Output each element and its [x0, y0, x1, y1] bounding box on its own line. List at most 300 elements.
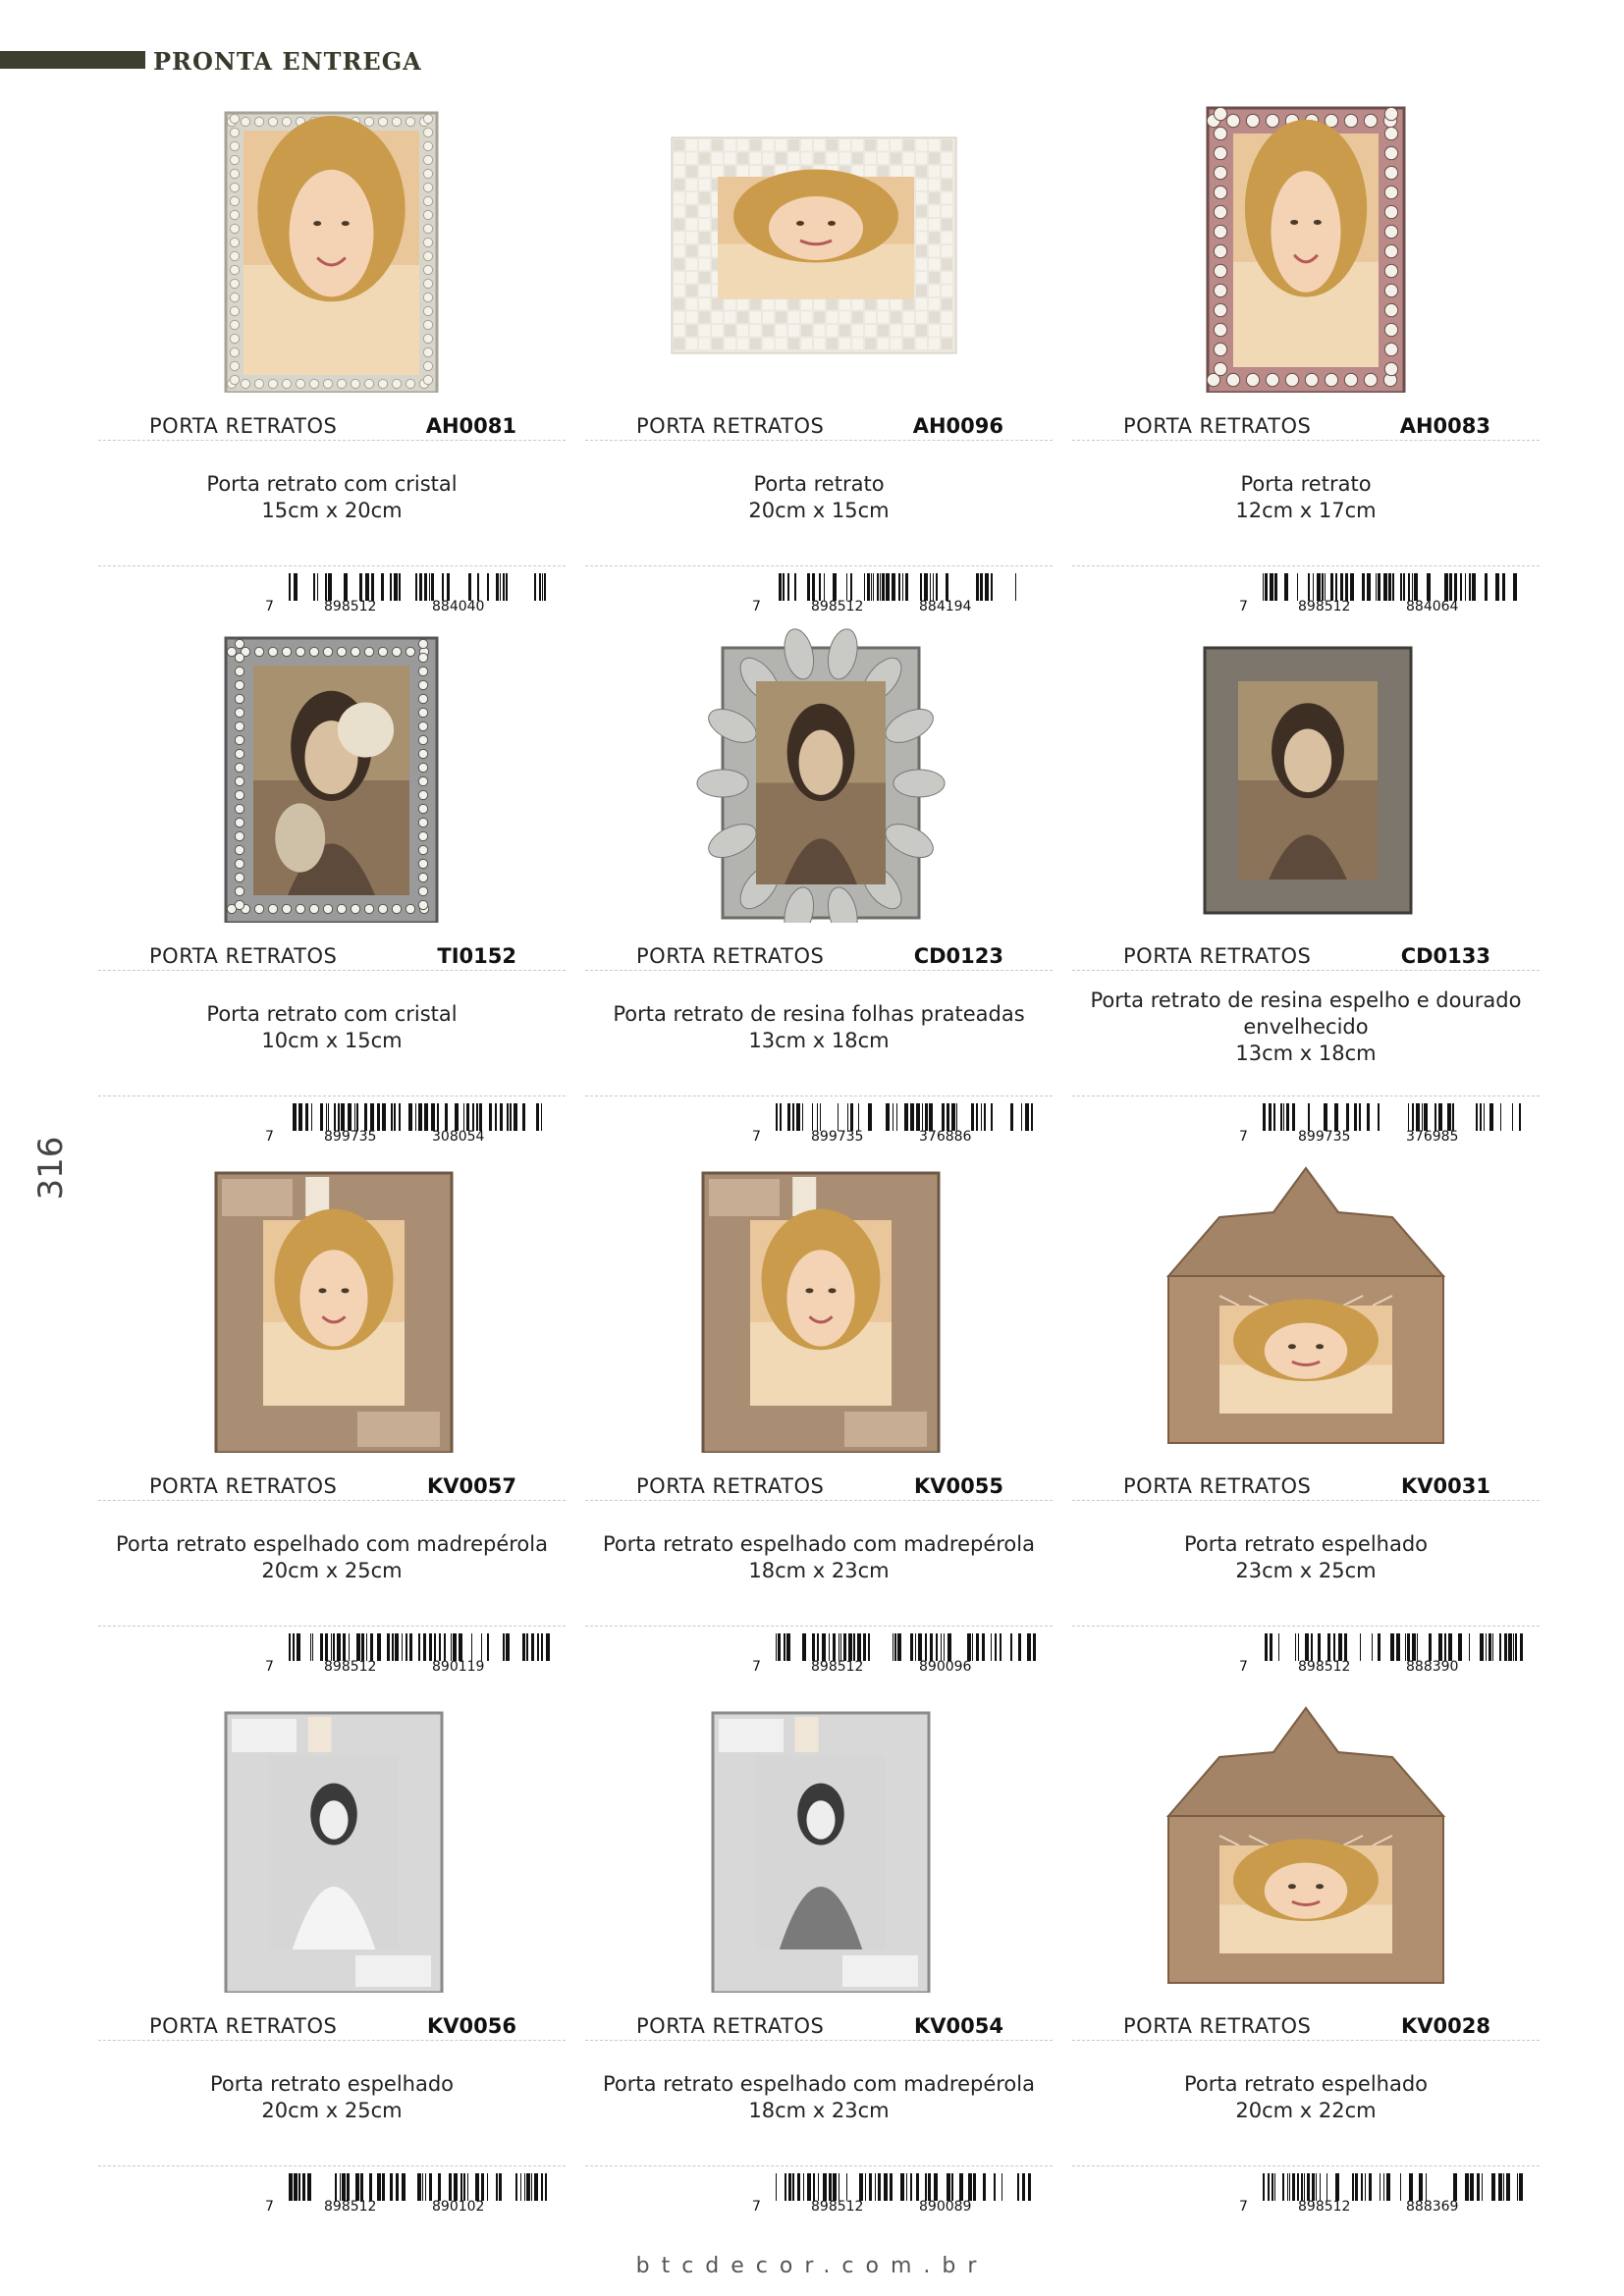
- barcode-bar: [391, 1103, 393, 1131]
- barcode-bar: [858, 1103, 859, 1131]
- barcode-bar: [785, 2173, 786, 2201]
- barcode-bar: [370, 1633, 373, 1661]
- product-description: [1072, 1531, 1540, 1584]
- barcode-bar: [544, 573, 546, 601]
- barcode-left-digits: 898512: [324, 1659, 377, 1675]
- photo: [756, 1756, 886, 1949]
- barcode-bar: [776, 1633, 777, 1661]
- barcode-bar: [1480, 1633, 1484, 1661]
- barcode-bar: [906, 2173, 907, 2201]
- barcode-bar: [1447, 1103, 1451, 1131]
- barcode-bar: [1367, 1103, 1370, 1131]
- barcode-bar: [1470, 2173, 1474, 2201]
- description-line: Porta retrato espelhado com madrepérola: [603, 1532, 1035, 1556]
- barcode-bar: [897, 1633, 901, 1661]
- barcode-bar: [365, 573, 369, 601]
- barcode-bar: [1305, 1633, 1309, 1661]
- barcode-bar: [1263, 2173, 1265, 2201]
- barcode-bar: [471, 1633, 472, 1661]
- barcode-bar: [1015, 573, 1016, 601]
- barcode-prefix: 7: [265, 2199, 274, 2215]
- product-name-row: [1072, 1470, 1540, 1501]
- barcode-bar: [925, 1103, 928, 1131]
- barcode-bars: [287, 573, 552, 601]
- product-name-row: [585, 940, 1053, 971]
- barcode-bar: [1400, 573, 1402, 601]
- barcode-bar: [807, 2173, 811, 2201]
- barcode-bar: [1504, 1633, 1507, 1661]
- barcode-bar: [864, 573, 865, 601]
- barcode-bar: [481, 2173, 484, 2201]
- barcode-bar: [442, 573, 444, 601]
- barcode-bar: [302, 2173, 305, 2201]
- barcode-bar: [1027, 1633, 1031, 1661]
- barcode-bar: [933, 573, 934, 601]
- barcode-bar: [541, 1103, 542, 1131]
- barcode-bar: [946, 573, 948, 601]
- product-description: [585, 1531, 1053, 1584]
- barcode-bar: [1454, 573, 1457, 601]
- barcode-bar: [878, 2173, 881, 2201]
- photo: [1233, 120, 1379, 367]
- divider: [1072, 565, 1540, 566]
- barcode-bar: [333, 1633, 335, 1661]
- barcode-bar: [783, 573, 785, 601]
- barcode-bar: [896, 1103, 897, 1131]
- barcode-bar: [399, 1103, 401, 1131]
- barcode-bar: [431, 1103, 435, 1131]
- product-code: AH0096: [912, 414, 1003, 438]
- barcode-bar: [1482, 2173, 1483, 2201]
- barcode-bar: [1515, 1633, 1517, 1661]
- barcode-bar: [406, 1633, 407, 1661]
- barcode-bars: [287, 1633, 552, 1661]
- description-line: Porta retrato espelhado com madrepérola: [603, 2072, 1035, 2096]
- barcode-bar: [1489, 1633, 1491, 1661]
- barcode-bar: [348, 1103, 352, 1131]
- barcode-left-digits: 898512: [811, 599, 864, 614]
- barcode-bars: [1261, 1103, 1526, 1131]
- barcode-bar: [342, 2173, 346, 2201]
- barcode-bar: [824, 573, 825, 601]
- barcode-bar: [1355, 2173, 1358, 2201]
- header-bar: [0, 51, 145, 69]
- barcode-bar: [1403, 573, 1405, 601]
- barcode-bar: [468, 573, 471, 601]
- barcode-bar: [784, 1633, 785, 1661]
- barcode-bar: [1287, 2173, 1288, 2201]
- barcode-bar: [788, 2173, 791, 2201]
- barcode-bar: [1438, 1103, 1442, 1131]
- product-description: [98, 1531, 566, 1584]
- description-line: 18cm x 23cm: [748, 2099, 890, 2122]
- barcode-prefix: 7: [752, 1129, 761, 1145]
- barcode-bar: [838, 1103, 839, 1131]
- barcode-left-digits: 898512: [811, 1659, 864, 1675]
- barcode-bar: [1429, 1633, 1432, 1661]
- product-category: PORTA RETRATOS: [149, 414, 338, 438]
- barcode-bar: [902, 573, 903, 601]
- barcode-bar: [1292, 2173, 1295, 2201]
- barcode-bar: [1272, 2173, 1273, 2201]
- barcode-bar: [867, 573, 870, 601]
- barcode-bar: [868, 1103, 872, 1131]
- barcode-left-digits: 898512: [811, 2199, 864, 2215]
- barcode-bars: [1261, 2173, 1526, 2201]
- barcode-bar: [846, 573, 847, 601]
- barcode-bar: [900, 2173, 904, 2201]
- barcode-bar: [936, 1633, 938, 1661]
- barcode-bar: [1263, 1103, 1266, 1131]
- barcode-bar: [848, 1633, 852, 1661]
- barcode-bar: [1274, 573, 1277, 601]
- photo: [253, 666, 409, 895]
- barcode-prefix: 7: [1239, 2199, 1248, 2215]
- barcode-bar: [425, 2173, 426, 2201]
- description-line: 20cm x 15cm: [748, 499, 890, 522]
- barcode-bar: [503, 1633, 505, 1661]
- barcode-bar: [541, 2173, 543, 2201]
- barcode-bar: [1028, 2173, 1031, 2201]
- barcode-bar: [1458, 1633, 1462, 1661]
- barcode-bar: [507, 1103, 509, 1131]
- product-code: CD0123: [913, 944, 1003, 968]
- barcode-bar: [1354, 1103, 1357, 1131]
- barcode-bar: [344, 573, 348, 601]
- barcode-bar: [402, 2173, 406, 2201]
- barcode-right-digits: 308054: [432, 1129, 485, 1145]
- barcode-bar: [822, 1633, 826, 1661]
- barcode-bar: [1386, 2173, 1390, 2201]
- barcode-bar: [1283, 1103, 1284, 1131]
- barcode-bar: [910, 2173, 912, 2201]
- barcode-bar: [1320, 2173, 1321, 2201]
- barcode-bar: [1360, 1633, 1361, 1661]
- barcode-bar: [925, 1633, 927, 1661]
- barcode-bar: [1280, 1103, 1282, 1131]
- product-code: CD0133: [1400, 944, 1490, 968]
- description-line: 23cm x 25cm: [1235, 1559, 1377, 1582]
- barcode-bar: [361, 1633, 364, 1661]
- barcode-bar: [1435, 1103, 1436, 1131]
- barcode-bar: [500, 573, 501, 601]
- barcode-bar: [422, 2173, 423, 2201]
- barcode-bar: [294, 2173, 298, 2201]
- barcode: [265, 1633, 540, 1673]
- barcode-bar: [537, 1633, 539, 1661]
- barcode-bar: [976, 573, 979, 601]
- barcode-bars: [774, 1103, 1039, 1131]
- barcode-bar: [1301, 2173, 1303, 2201]
- barcode-bar: [875, 2173, 876, 2201]
- barcode-bar: [802, 1633, 806, 1661]
- product-description: [1072, 2071, 1540, 2124]
- barcode-bar: [356, 1633, 360, 1661]
- barcode-bar: [369, 2173, 372, 2201]
- barcode-bars: [1261, 573, 1526, 601]
- barcode-bar: [1345, 573, 1348, 601]
- barcode-bar: [968, 2173, 972, 2201]
- barcode-bar: [947, 1633, 951, 1661]
- barcode-bar: [1289, 2173, 1290, 2201]
- barcode-bar: [496, 2173, 498, 2201]
- barcode-bar: [1453, 2173, 1457, 2201]
- product-image: [585, 98, 1053, 393]
- barcode-bar: [890, 2173, 893, 2201]
- barcode-bar: [1408, 573, 1410, 601]
- barcode-bar: [1469, 1633, 1470, 1661]
- product-name-row: [585, 2010, 1053, 2041]
- description-line: Porta retrato: [753, 472, 885, 496]
- barcode-bar: [395, 1633, 399, 1661]
- barcode-bar: [1031, 1103, 1033, 1131]
- barcode-bar: [534, 573, 536, 601]
- barcode-bar: [904, 1103, 908, 1131]
- divider: [585, 2165, 1053, 2166]
- barcode-bar: [408, 1103, 412, 1131]
- barcode-bar: [382, 1103, 386, 1131]
- barcode-bar: [1491, 2173, 1495, 2201]
- barcode-bar: [481, 1633, 482, 1661]
- product-category: PORTA RETRATOS: [1123, 944, 1312, 968]
- barcode-bar: [812, 1633, 815, 1661]
- barcode-bar: [1376, 573, 1377, 601]
- barcode-bar: [1344, 1633, 1347, 1661]
- barcode-bar: [1318, 1633, 1321, 1661]
- barcode-bar: [347, 2173, 350, 2201]
- barcode-bar: [934, 2173, 938, 2201]
- barcode-bar: [520, 2173, 521, 2201]
- barcode-bar: [1361, 2173, 1363, 2201]
- barcode-bar: [1010, 1103, 1013, 1131]
- barcode-bar: [1278, 1633, 1279, 1661]
- barcode-bar: [868, 1633, 870, 1661]
- barcode-bar: [289, 2173, 293, 2201]
- product-description: [585, 1001, 1053, 1054]
- barcode-bar: [381, 573, 384, 601]
- barcode-bar: [1298, 1633, 1299, 1661]
- barcode-bar: [289, 1633, 291, 1661]
- divider: [98, 2165, 566, 2166]
- barcode-bar: [1313, 573, 1314, 601]
- barcode-bar: [1489, 1103, 1493, 1131]
- barcode-bar: [863, 1633, 866, 1661]
- divider: [585, 1626, 1053, 1627]
- barcode-bar: [1282, 2173, 1284, 2201]
- barcode-bar: [1001, 2173, 1002, 2201]
- barcode-bar: [1325, 573, 1326, 601]
- description-line: Porta retrato espelhado: [1183, 2072, 1429, 2096]
- barcode-bar: [531, 1633, 534, 1661]
- barcode-bar: [1513, 1633, 1514, 1661]
- photo: [269, 1756, 399, 1949]
- barcode-bar: [930, 573, 931, 601]
- description-line: Porta retrato espelhado: [1183, 1532, 1429, 1556]
- barcode-bar: [534, 2173, 538, 2201]
- barcode-left-digits: 899735: [811, 1129, 864, 1145]
- barcode-bar: [1416, 1103, 1420, 1131]
- barcode-bar: [915, 1633, 916, 1661]
- barcode-bar: [317, 573, 318, 601]
- barcode-bar: [298, 1103, 302, 1131]
- barcode-bar: [1519, 2173, 1523, 2201]
- barcode-bar: [415, 1103, 416, 1131]
- barcode-bar: [1292, 1103, 1295, 1131]
- barcode-bar: [1311, 1633, 1313, 1661]
- barcode-bar: [802, 1103, 803, 1131]
- barcode-bar: [991, 1103, 993, 1131]
- barcode-bar: [973, 2173, 976, 2201]
- product-name-row: [1072, 940, 1540, 971]
- barcode-bar: [929, 1103, 933, 1131]
- barcode-bar: [780, 1103, 782, 1131]
- barcode-bar: [463, 1103, 464, 1131]
- barcode-bar: [1316, 2173, 1317, 2201]
- barcode-bar: [1378, 573, 1380, 601]
- barcode-left-digits: 898512: [1298, 2199, 1351, 2215]
- barcode-bar: [293, 1633, 295, 1661]
- barcode-bar: [871, 573, 872, 601]
- product-image: [1072, 98, 1540, 393]
- product-description: [98, 1001, 566, 1054]
- barcode-bar: [418, 1103, 422, 1131]
- barcode-bar: [951, 1103, 955, 1131]
- barcode-bar: [449, 2173, 452, 2201]
- barcode-bar: [898, 573, 900, 601]
- description-line: Porta retrato com cristal: [206, 1002, 458, 1026]
- barcode-bar: [991, 573, 993, 601]
- barcode-bar: [1519, 1103, 1521, 1131]
- barcode-bar: [409, 1633, 412, 1661]
- barcode-bar: [1335, 573, 1337, 601]
- barcode-bar: [1021, 1103, 1022, 1131]
- barcode-bar: [1307, 2173, 1310, 2201]
- barcode-bar: [1025, 1103, 1029, 1131]
- barcode-bar: [1419, 2173, 1423, 2201]
- barcode-bar: [429, 1633, 432, 1661]
- product-name-row: [585, 1470, 1053, 1501]
- barcode-bar: [817, 1633, 819, 1661]
- barcode-bar: [1502, 573, 1505, 601]
- barcode-bar: [506, 1633, 510, 1661]
- barcode-bar: [394, 573, 398, 601]
- barcode-bar: [1512, 1103, 1513, 1131]
- barcode-bar: [545, 2173, 547, 2201]
- barcode-bar: [394, 1103, 396, 1131]
- barcode-bar: [1408, 1103, 1409, 1131]
- description-line: 20cm x 25cm: [261, 2099, 403, 2122]
- barcode-bar: [510, 1103, 512, 1131]
- product-category: PORTA RETRATOS: [636, 944, 825, 968]
- barcode-bar: [1000, 1633, 1001, 1661]
- barcode-bar: [415, 573, 417, 601]
- barcode-bar: [924, 573, 928, 601]
- barcode-bars: [287, 1103, 552, 1131]
- product-image: [98, 98, 566, 393]
- barcode-bar: [387, 1633, 390, 1661]
- barcode-bar: [522, 1103, 525, 1131]
- barcode-bar: [360, 2173, 363, 2201]
- barcode-bar: [794, 573, 796, 601]
- barcode-bar: [1477, 2173, 1480, 2201]
- product-image: [1072, 1158, 1540, 1453]
- barcode-bar: [1378, 1103, 1380, 1131]
- description-line: envelhecido: [1243, 1015, 1369, 1039]
- product-category: PORTA RETRATOS: [1123, 1474, 1312, 1498]
- product-category: PORTA RETRATOS: [636, 414, 825, 438]
- barcode-bar: [941, 1633, 942, 1661]
- barcode-bar: [439, 1633, 441, 1661]
- barcode-bar: [1407, 1633, 1410, 1661]
- barcode-bar: [453, 1633, 457, 1661]
- barcode-left-digits: 898512: [1298, 1659, 1351, 1675]
- barcode-bar: [847, 1103, 848, 1131]
- barcode-bar: [922, 1103, 923, 1131]
- product-image: [98, 1698, 566, 1993]
- divider: [585, 1095, 1053, 1096]
- barcode-bars: [774, 2173, 1039, 2201]
- barcode-right-digits: 884040: [432, 599, 485, 614]
- barcode-bar: [1018, 1633, 1021, 1661]
- barcode-bar: [1444, 573, 1448, 601]
- barcode-bar: [495, 1103, 497, 1131]
- barcode-bar: [390, 573, 392, 601]
- barcode-bar: [364, 1103, 367, 1131]
- barcode-bar: [886, 573, 890, 601]
- barcode-bar: [985, 573, 989, 601]
- barcode-bar: [1517, 2173, 1518, 2201]
- barcode-bar: [1338, 1633, 1342, 1661]
- barcode: [752, 2173, 1027, 2213]
- barcode-bar: [984, 1103, 986, 1131]
- barcode-bar: [311, 1103, 312, 1131]
- barcode-bar: [337, 1633, 341, 1661]
- product-image: [585, 1158, 1053, 1453]
- barcode: [1239, 1633, 1514, 1673]
- barcode-bar: [340, 2173, 341, 2201]
- footer-website: btcdecor.com.br: [635, 2254, 989, 2278]
- barcode-bar: [797, 2173, 800, 2201]
- barcode-bar: [1297, 573, 1298, 601]
- barcode-bar: [1372, 1633, 1373, 1661]
- barcode-bar: [477, 573, 479, 601]
- barcode-bar: [1388, 573, 1391, 601]
- barcode-bar: [424, 1103, 428, 1131]
- barcode-bar: [1495, 573, 1499, 601]
- description-line: 13cm x 18cm: [748, 1029, 890, 1052]
- barcode-bar: [500, 1103, 503, 1131]
- product-category: PORTA RETRATOS: [149, 1474, 338, 1498]
- barcode-right-digits: 890102: [432, 2199, 485, 2215]
- barcode-bar: [455, 1103, 459, 1131]
- description-line: 18cm x 23cm: [748, 1559, 890, 1582]
- barcode-bar: [325, 573, 327, 601]
- barcode-prefix: 7: [752, 599, 761, 614]
- product-description: [98, 2071, 566, 2124]
- barcode-bar: [1308, 573, 1310, 601]
- barcode-bar: [496, 573, 499, 601]
- barcode-bar: [778, 1633, 781, 1661]
- barcode-bar: [1334, 1103, 1338, 1131]
- barcode-bar: [942, 1103, 945, 1131]
- barcode-bar: [829, 2173, 832, 2201]
- barcode-bar: [910, 1633, 913, 1661]
- barcode-bar: [833, 2173, 837, 2201]
- description-line: Porta retrato espelhado com madrepérola: [116, 1532, 548, 1556]
- barcode-bar: [972, 1633, 973, 1661]
- barcode-bar: [833, 573, 837, 601]
- barcode-bar: [396, 2173, 399, 2201]
